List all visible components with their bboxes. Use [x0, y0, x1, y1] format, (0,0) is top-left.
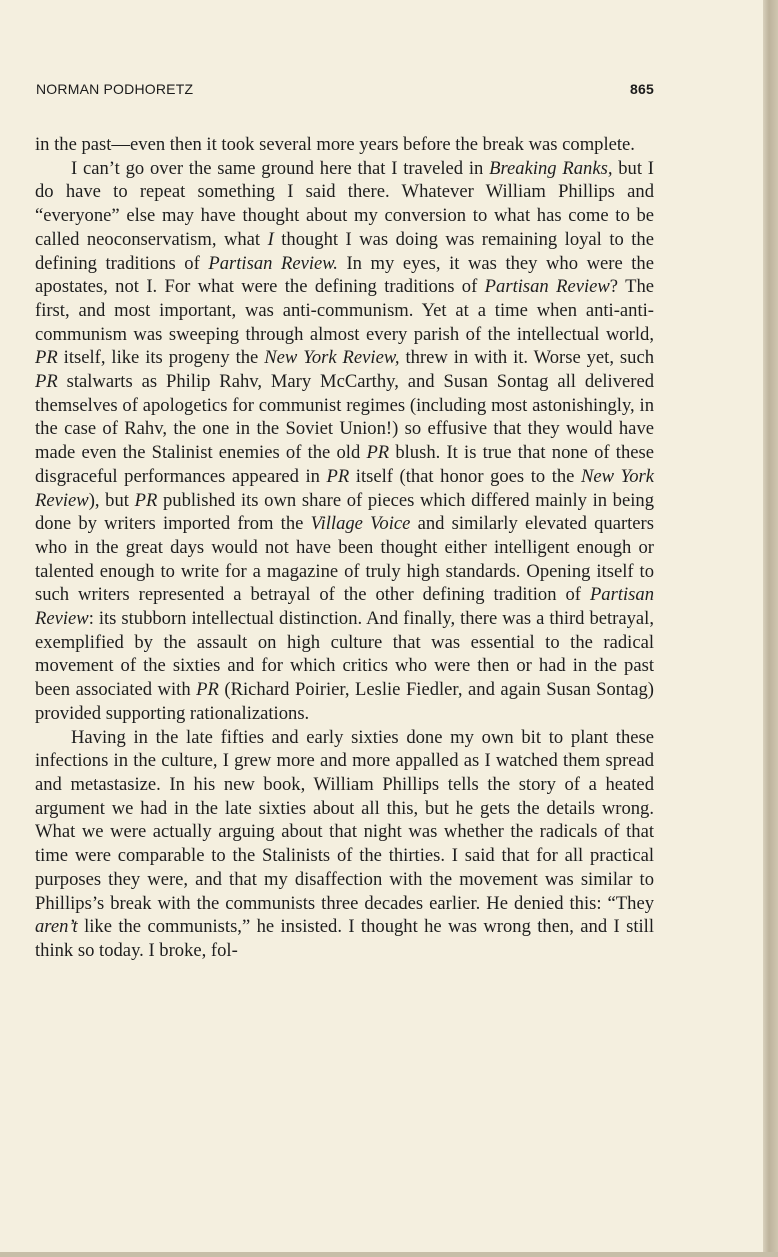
text-run: In my eyes, it was they who were the apostates, not I. For what were the defining traditions of: [35, 252, 654, 298]
text-run: in the past—even then it took several more years before the break was complete.: [35, 134, 635, 155]
paragraph-phillips-argument: [35, 726, 654, 963]
italic-text-run: PR: [366, 442, 390, 464]
text-run: (Richard Poirier, Leslie Fiedler, and again Susan Sontag) provided supporting rationalizations.: [35, 679, 654, 724]
page-bottom-edge: [0, 1252, 778, 1257]
italic-text-run: aren’t: [35, 916, 78, 938]
text-run: ), but: [88, 489, 135, 511]
text-run: stalwarts as Philip Rahv, Mary McCarthy, and Susan Sontag all delivered themselves of apologetics for communist regimes (including most astonishingly, in the case of Rahv, the one in the Soviet Union!) so effusive that they would have made even the Stalinist enemies of the old: [35, 371, 654, 464]
italic-text-run: Partisan Review: [484, 276, 610, 298]
text-run: thought I was doing was remaining loyal to the defining traditions of: [35, 228, 654, 274]
paragraph-partisan-review-traditions: [35, 157, 654, 726]
text-run: itself, like its progeny the: [57, 347, 265, 369]
italic-text-run: Partisan Review.: [208, 252, 338, 274]
italic-text-run: New York Review: [35, 465, 655, 511]
text-run: published its own share of pieces which differed mainly in being done by writers imported from the: [35, 489, 654, 535]
text-run: but I do have to repeat something I said there. Whatever William Phillips and “everyone” else may have thought about my conversion to what has come to be called neoconservatism, what: [35, 157, 654, 250]
text-run: Having in the late fifties and early sixties done my own bit to plant these infections in the culture, I grew more and more appalled as I watched them spread and metastasize. In his new book, William Phillips tells the story of a heated argument we had in the late sixties about all this, but he gets the details wrong. What we were actually arguing about that night was whether the radicals of that time were comparable to the Stalinists of the thirties. I said that for all practical purposes they were, and that my disaffection with the movement was similar to Phillips’s break with the communists three decades earlier. He denied this: “They: [35, 726, 654, 914]
book-spine-edge: [763, 0, 778, 1257]
text-run: and similarly elevated quarters who in the great days would not have been thought either intelligent enough or talented enough to write for a magazine of truly high standards. Opening itself to such writers represented a betrayal of the other defining tradition of: [35, 513, 654, 606]
page-number: 865: [630, 81, 654, 97]
italic-text-run: PR: [35, 371, 58, 393]
paragraph-continuation: [35, 133, 654, 157]
body-text: [35, 133, 654, 963]
italic-text-run: Partisan Review: [35, 584, 654, 630]
italic-text-run: I: [267, 228, 274, 250]
italic-text-run: PR: [196, 679, 219, 701]
text-run: threw in with it. Worse yet, such: [399, 347, 654, 369]
text-run: itself (that honor goes to the: [349, 465, 581, 487]
text-run: I can’t go over the same ground here that I traveled in: [71, 157, 490, 179]
running-head-author: NORMAN PODHORETZ: [36, 81, 194, 97]
italic-text-run: PR: [134, 489, 158, 511]
text-run: blush. It is true that none of these disgraceful performances appeared in: [35, 442, 654, 487]
text-run: like the communists,” he insisted. I thought he was wrong then, and I still think so today. I broke, fol-: [35, 916, 654, 961]
text-run: ? The first, and most important, was anti-communism. Yet at a time when anti-anti-communism was sweeping through almost every parish of the intellectual world,: [35, 276, 654, 345]
italic-text-run: PR: [35, 347, 58, 369]
italic-text-run: PR: [326, 465, 350, 487]
italic-text-run: New York Review,: [264, 347, 400, 369]
italic-text-run: Village Voice: [310, 513, 411, 535]
italic-text-run: Breaking Ranks,: [489, 157, 613, 179]
text-run: : its stubborn intellectual distinction. And finally, there was a third betrayal, exemplified by the assault on high culture that was essential to the radical movement of the sixties and for which critics who were then or had in the past been associated with: [35, 608, 654, 701]
